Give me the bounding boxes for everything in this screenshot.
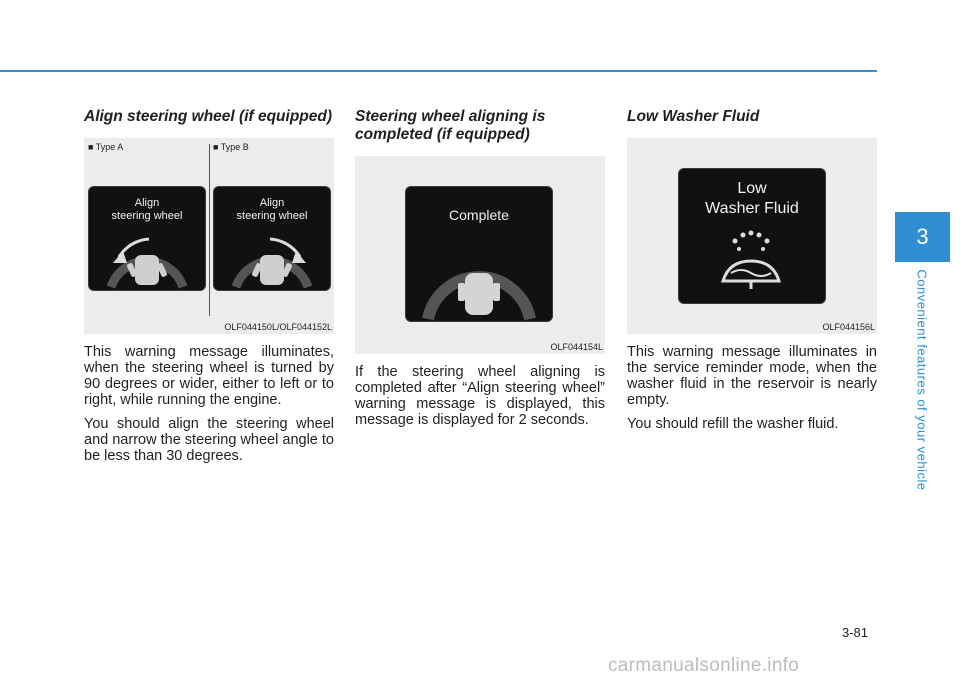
figure-washer (627, 138, 877, 334)
figure-code: OLF044150L/OLF044152L (224, 322, 332, 332)
display-b-line2: steering wheel (236, 210, 308, 222)
figure-divider (209, 144, 210, 316)
display-a-line1: Align (134, 197, 160, 209)
chapter-tab: 3 (895, 212, 950, 262)
figure-code: OLF044156L (822, 322, 875, 332)
display-washer-line1: Low (737, 180, 767, 197)
display-type-a (88, 186, 206, 291)
figure-align-steering (84, 138, 334, 334)
chapter-title: Convenient features of your vehicle (914, 269, 930, 491)
figure-complete (355, 156, 605, 354)
page-number: 3-81 (842, 625, 869, 640)
section-low-washer-fluid (627, 108, 877, 432)
paragraph: This warning message illuminates in the service reminder mode, when the washer fluid in the reservoir is nearly empty. (627, 344, 877, 408)
display-type-b (213, 186, 331, 291)
type-b-label: ■ Type B (213, 142, 249, 152)
type-a-label: ■ Type A (88, 142, 124, 152)
display-complete (405, 186, 553, 322)
display-complete-text: Complete (449, 207, 509, 223)
section-align-steering (84, 108, 334, 464)
paragraph: You should align the steering wheel and narrow the steering wheel angle to be less than 30 degrees. (84, 416, 334, 464)
section-aligning-complete (355, 108, 605, 428)
watermark: carmanualsonline.info (608, 655, 800, 676)
section-heading: Low Washer Fluid (627, 108, 760, 125)
section-heading: Align steering wheel (if equipped) (84, 108, 333, 125)
paragraph: You should refill the washer fluid. (627, 416, 839, 432)
figure-code: OLF044154L (550, 342, 603, 352)
section-heading: Steering wheel aligning is completed (if equipped) (355, 108, 546, 143)
paragraph: This warning message illuminates, when the steering wheel is turned by 90 degrees or wider, either to left or to right, while running the engine. (84, 344, 334, 408)
display-washer (678, 168, 826, 304)
paragraph: If the steering wheel aligning is completed after “Align steering wheel” warning message is displayed, this message is displayed for 2 seconds. (355, 364, 605, 428)
display-b-line1: Align (259, 197, 285, 209)
top-rule (0, 70, 877, 72)
display-a-line2: steering wheel (111, 210, 183, 222)
display-washer-line2: Washer Fluid (705, 200, 799, 217)
